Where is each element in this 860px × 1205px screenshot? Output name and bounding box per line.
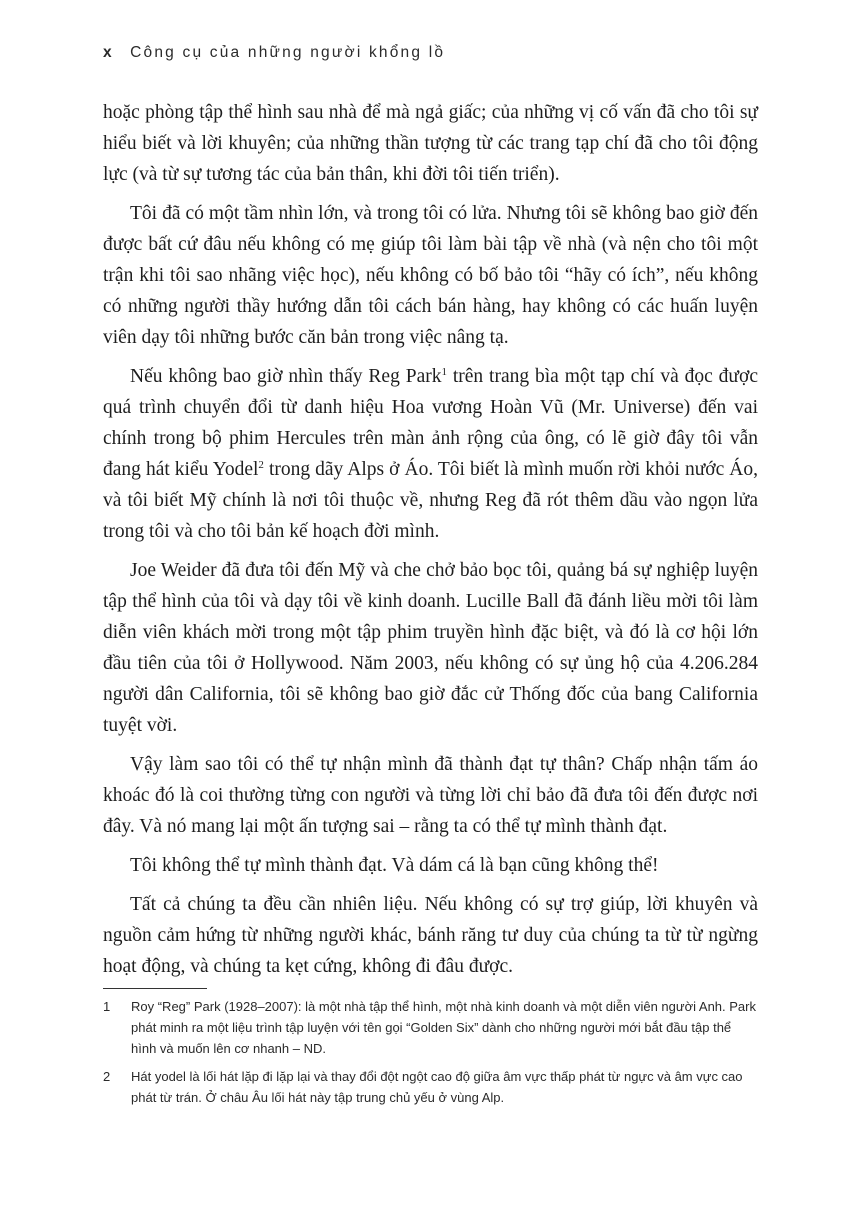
footnote-text: Roy “Reg” Park (1928–2007): là một nhà tập thể hình, một nhà kinh doanh và một diễn viên người Anh. Park phát minh ra một liệu trình tập luyện với tên gọi “Golden Six” dành cho những người mới bắt đầu tập thể hình và muốn lên cơ nhanh – ND.: [131, 999, 756, 1056]
body-text: [103, 97, 758, 990]
running-header: [103, 44, 445, 62]
footnotes: [103, 996, 758, 1115]
paragraph-text: trong dãy Alps ở Áo. Tôi biết là mình muốn rời khỏi nước Áo, và tôi biết Mỹ chính là nơi tôi thuộc về, nhưng Reg đã rót thêm dầu vào ngọn lửa trong tôi và cho tôi bản kế hoạch đời mình.: [103, 459, 758, 542]
paragraph: Joe Weider đã đưa tôi đến Mỹ và che chở bảo bọc tôi, quảng bá sự nghiệp luyện tập thể hình của tôi và dạy tôi về kinh doanh. Lucille Ball đã đánh liều mời tôi làm diễn viên khách mời trong một tập phim truyền hình đặc biệt, và đó là cơ hội lớn đầu tiên của tôi ở Hollywood. Năm 2003, nếu không có sự ủng hộ của 4.206.284 người dân California, tôi sẽ không bao giờ đắc cử Thống đốc của bang California tuyệt vời.: [103, 560, 758, 736]
paragraph: hoặc phòng tập thể hình sau nhà để mà ngả giấc; của những vị cố vấn đã cho tôi sự hiểu biết và lời khuyên; của những thần tượng từ các trang tạp chí đã cho tôi động lực (và từ sự tương tác của bản thân, khi đời tôi tiến triển).: [103, 102, 758, 185]
footnote-divider: [103, 988, 207, 989]
running-title: Công cụ của những người khổng lồ: [130, 44, 446, 61]
footnote-ref-1[interactable]: 1: [441, 366, 447, 378]
footnote-number: 2: [103, 1069, 111, 1084]
paragraph: [103, 361, 758, 547]
paragraph: Tôi đã có một tầm nhìn lớn, và trong tôi có lửa. Nhưng tôi sẽ không bao giờ đến được bất cứ đâu nếu không có mẹ giúp tôi làm bài tập về nhà (và nện cho tôi một trận khi tôi sao nhãng việc học), nếu không có bố bảo tôi “hãy có ích”, nếu không có những người thầy hướng dẫn tôi cách bán hàng, hay không có các huấn luyện viên dạy tôi những bước căn bản trong việc nâng tạ.: [103, 203, 758, 348]
paragraph: Tôi không thể tự mình thành đạt. Và dám cá là bạn cũng không thể!: [130, 855, 659, 876]
page-number: x: [103, 44, 112, 61]
footnote-2: [103, 1066, 758, 1108]
paragraph-text: trên trang bìa một tạp chí và đọc được quá trình chuyển đổi từ danh hiệu Hoa vương Hoàn Vũ (Mr. Universe) đến vai chính trong bộ phim Hercules trên màn ảnh rộng của ông, có lẽ giờ đây tôi vẫn đang hát kiểu Yodel: [103, 366, 758, 480]
footnote-number: 1: [103, 999, 111, 1014]
paragraph-text: Nếu không bao giờ nhìn thấy Reg Park: [130, 366, 442, 387]
footnote-ref-2[interactable]: 2: [258, 459, 264, 471]
paragraph: Tất cả chúng ta đều cần nhiên liệu. Nếu không có sự trợ giúp, lời khuyên và nguồn cảm hứng từ những người khác, bánh răng tư duy của chúng ta từ từ ngừng hoạt động, và chúng ta kẹt cứng, không đi đâu được.: [103, 894, 758, 977]
paragraph: Vậy làm sao tôi có thể tự nhận mình đã thành đạt tự thân? Chấp nhận tấm áo khoác đó là coi thường từng con người và từng lời chỉ bảo đã đưa tôi đến được nơi đây. Và nó mang lại một ấn tượng sai – rằng ta có thể tự mình thành đạt.: [103, 754, 758, 837]
footnote-text: Hát yodel là lối hát lặp đi lặp lại và thay đổi đột ngột cao độ giữa âm vực thấp phát từ ngực và âm vực cao phát từ trán. Ở châu Âu lối hát này tập trung chủ yếu ở vùng Alp.: [131, 1069, 743, 1105]
footnote-1: [103, 996, 758, 1059]
